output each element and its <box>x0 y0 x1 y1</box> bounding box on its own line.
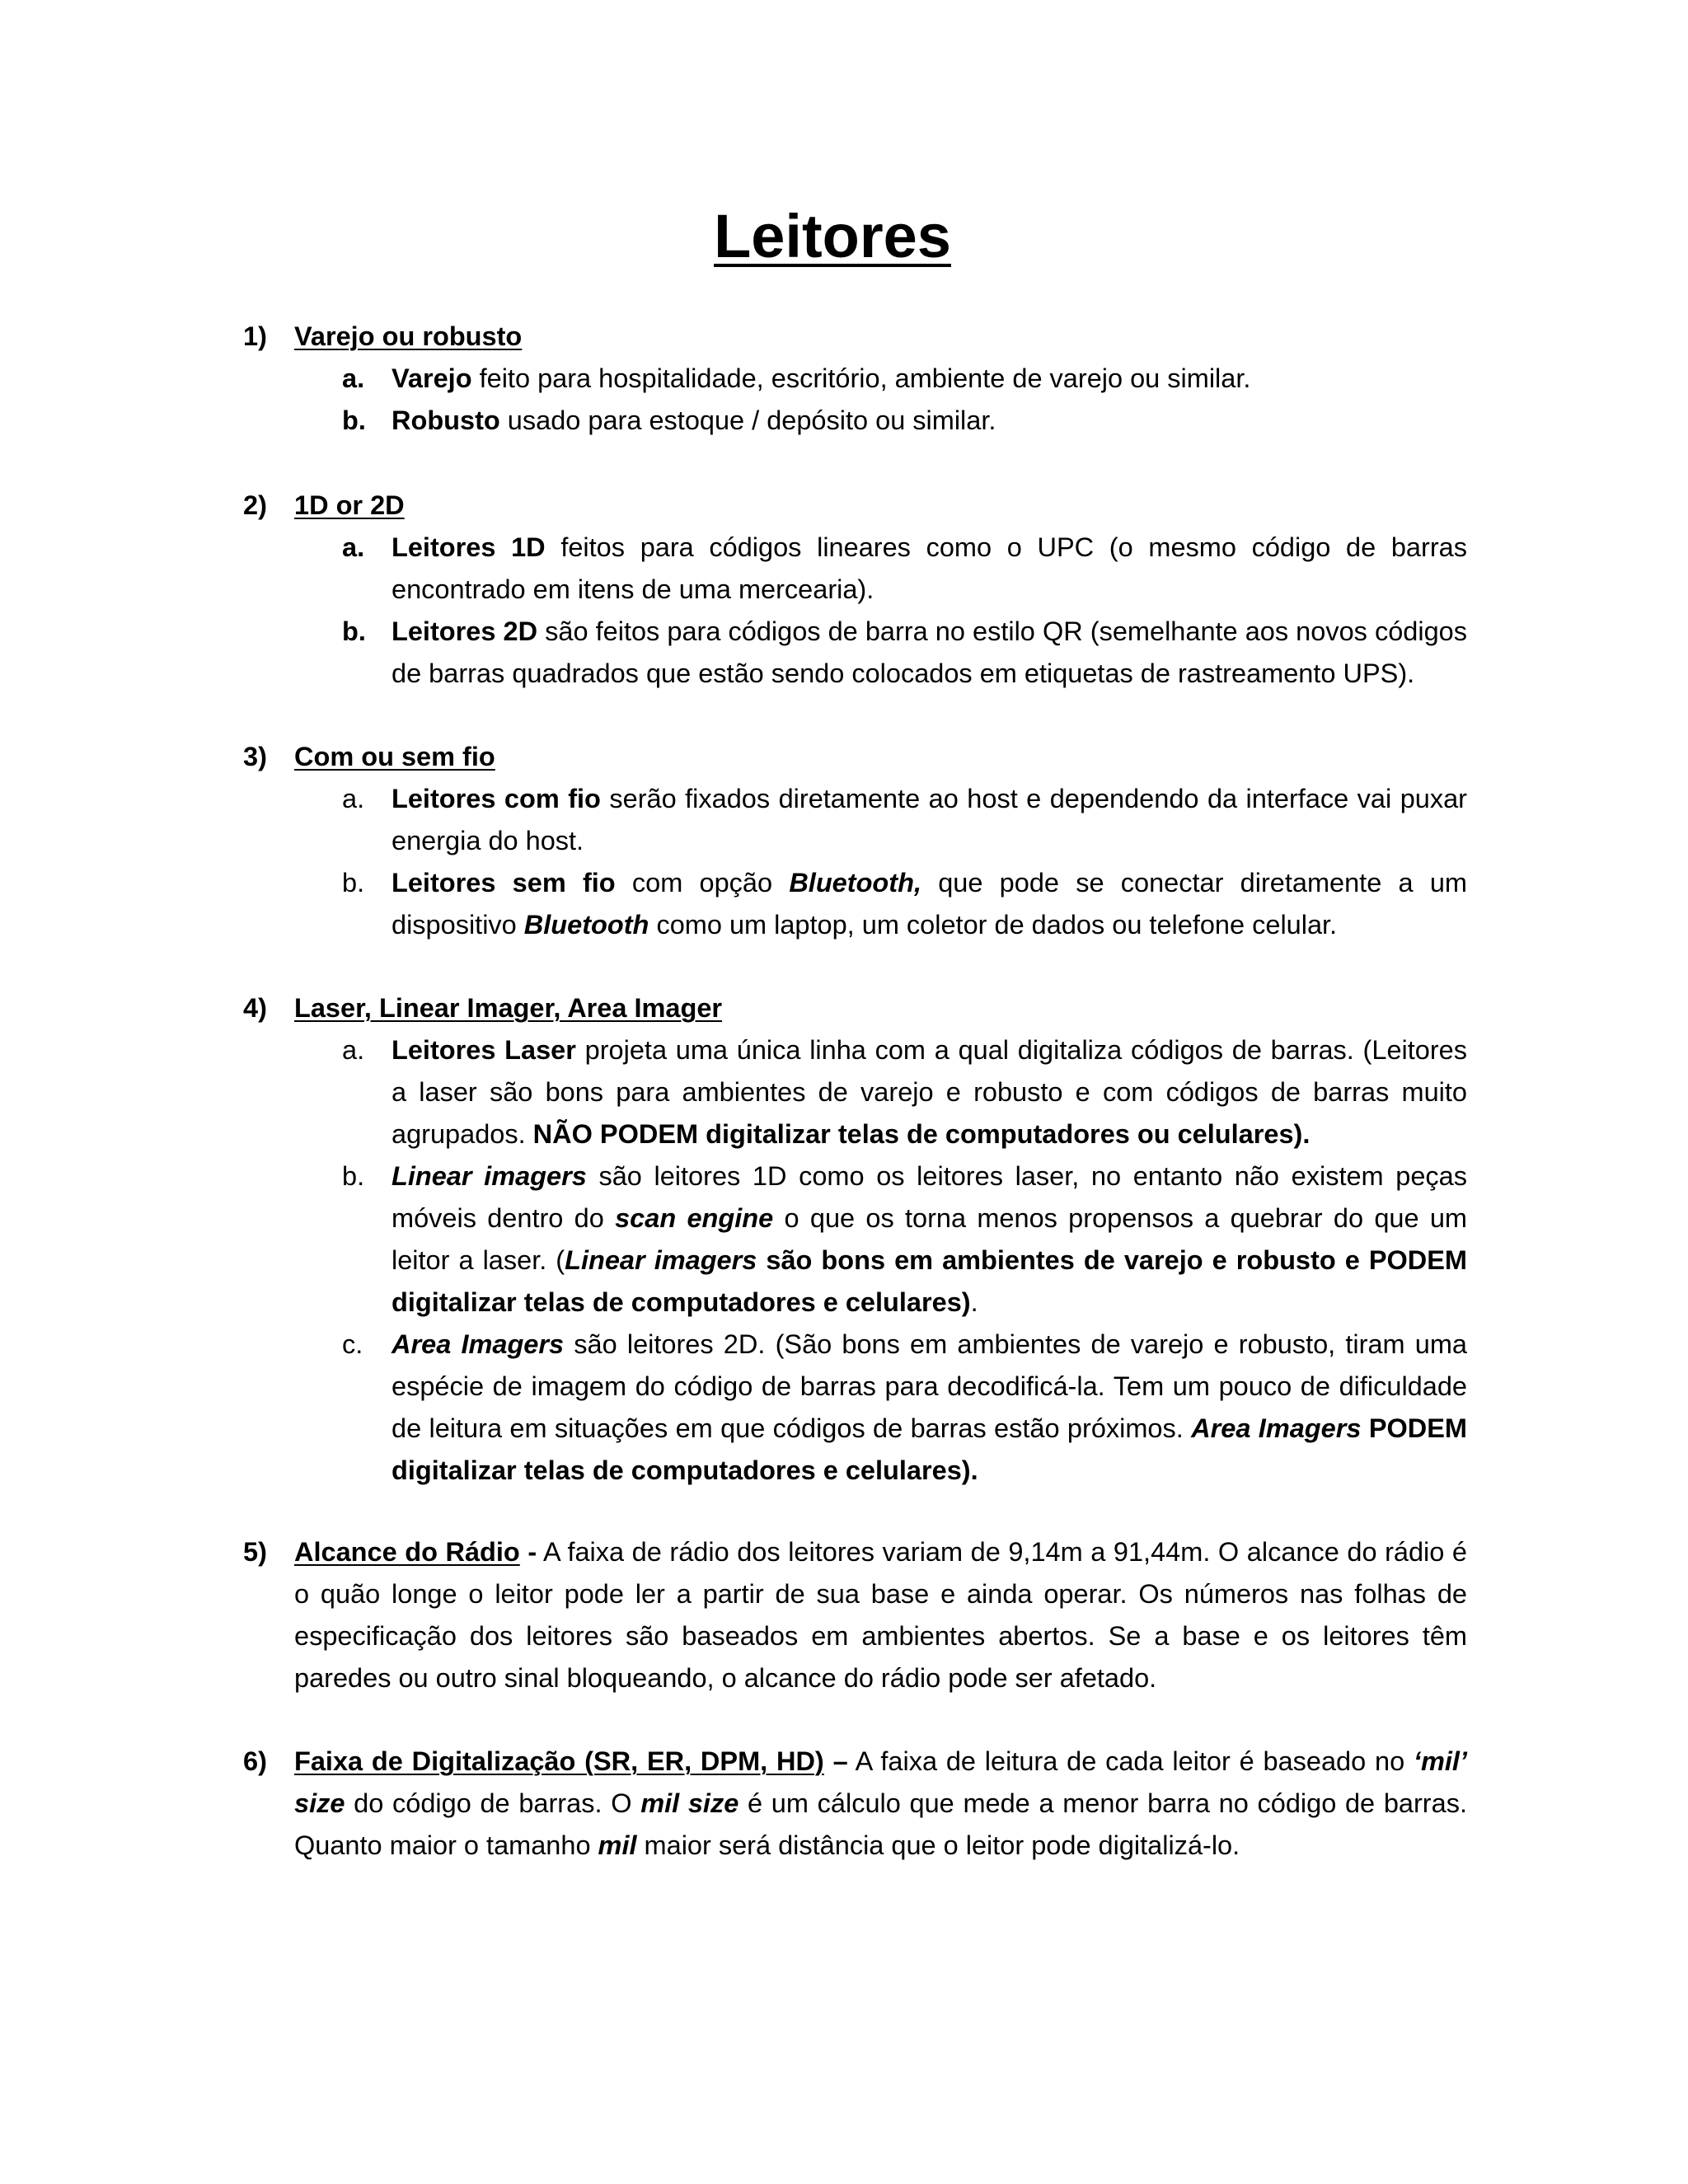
item-text: o que os torna menos propensos a quebrar do que um leitor a laser. ( <box>392 1203 1468 1275</box>
section-title: Com ou sem fio <box>294 742 495 771</box>
section-heading <box>243 987 1467 1029</box>
item-text: projeta uma única linha com a qual digitaliza códigos de barras. (Leitores a laser são bons para ambientes de varejo e robusto e com códigos de barras muito agrupados. <box>392 1035 1467 1149</box>
item-text: feito para hospitalidade, escritório, ambiente de varejo ou similar. <box>471 363 1251 393</box>
section-paragraph <box>243 1741 1467 1867</box>
item-bold-text: são bons em ambientes de varejo e robusto e PODEM digitalizar telas de computadores e celulares) <box>392 1245 1467 1317</box>
list-item <box>243 862 1467 946</box>
item-text: que pode se conectar diretamente a um dispositivo <box>392 868 1467 940</box>
item-emphasis: scan engine <box>615 1203 774 1233</box>
list-item <box>243 358 1467 400</box>
section-text: do código de barras. O <box>345 1788 641 1818</box>
item-marker: b. <box>342 405 366 435</box>
section-number: 1) <box>243 321 267 351</box>
item-term: Leitores Laser <box>392 1035 576 1065</box>
item-text: . <box>970 1287 978 1317</box>
item-term: Leitores 1D <box>392 532 546 562</box>
list-item <box>243 778 1467 862</box>
item-text: usado para estoque / depósito ou similar. <box>499 405 996 435</box>
item-text: são leitores 2D. (São bons em ambientes de varejo e robusto, tiram uma espécie de imagem do código de barras para decodificá-la. Tem um pouco de dificuldade de leitura em situações em que códigos de barras estão próximos. <box>392 1329 1468 1443</box>
section-separator: – <box>823 1746 848 1776</box>
list-item <box>243 1029 1467 1155</box>
section-text: é um cálculo que mede a menor barra no código de barras. Quanto maior o tamanho <box>294 1788 1467 1860</box>
item-term: Robusto <box>392 405 500 435</box>
section-faixa-de-digitalizacao <box>243 1741 1467 1867</box>
item-marker: b. <box>342 616 366 646</box>
section-title: 1D or 2D <box>294 490 405 520</box>
item-marker: a. <box>342 532 365 562</box>
section-heading <box>243 736 1467 778</box>
section-emphasis: mil size <box>640 1788 739 1818</box>
section-heading <box>243 316 1467 358</box>
item-bold-text: NÃO PODEM digitalizar telas de computadores ou celulares). <box>532 1119 1311 1149</box>
item-marker: b. <box>342 1161 365 1191</box>
item-emphasis: Linear imagers <box>565 1245 757 1275</box>
section-items <box>243 527 1467 695</box>
item-marker: b. <box>342 868 365 898</box>
item-emphasis: Area Imagers <box>1191 1413 1362 1443</box>
section-number: 2) <box>243 490 267 520</box>
item-term: Varejo <box>392 363 472 393</box>
item-text: são feitos para códigos de barra no estilo QR (semelhante aos novos códigos de barras quadrados que estão sendo colocados em etiquetas de rastreamento UPS). <box>392 616 1467 688</box>
item-marker: a. <box>342 363 365 393</box>
list-item <box>243 1155 1467 1324</box>
section-com-ou-sem-fio <box>243 736 1467 946</box>
item-emphasis: Area Imagers <box>392 1329 565 1359</box>
section-number: 4) <box>243 993 267 1023</box>
section-items <box>243 358 1467 442</box>
section-title: Alcance do Rádio <box>294 1537 520 1567</box>
item-marker: c. <box>342 1329 363 1359</box>
item-marker: a. <box>342 784 365 813</box>
section-laser-imagers <box>243 987 1467 1492</box>
item-text: são leitores 1D como os leitores laser, no entanto não existem peças móveis dentro do <box>392 1161 1467 1233</box>
section-heading <box>243 485 1467 527</box>
section-items <box>243 778 1467 946</box>
section-title: Laser, Linear Imager, Area Imager <box>294 993 723 1023</box>
item-emphasis: Bluetooth <box>523 910 649 940</box>
item-term: Leitores sem fio <box>392 868 616 898</box>
section-number: 3) <box>243 742 267 771</box>
item-term: Leitores 2D <box>392 616 538 646</box>
list-item <box>243 611 1467 695</box>
item-text: com opção <box>615 868 790 898</box>
section-separator: - <box>519 1537 537 1567</box>
item-text: feitos para códigos lineares como o UPC (o mesmo código de barras encontrado em itens de uma mercearia). <box>392 532 1467 604</box>
section-items <box>243 1029 1467 1492</box>
section-1d-or-2d <box>243 485 1467 695</box>
item-bold-text: PODEM digitalizar telas de computadores e celulares). <box>392 1413 1467 1485</box>
section-title: Faixa de Digitalização (SR, ER, DPM, HD) <box>294 1746 824 1776</box>
section-number: 6) <box>243 1746 267 1776</box>
item-term: Leitores com fio <box>392 784 601 813</box>
section-emphasis: ‘mil’ size <box>294 1746 1467 1818</box>
section-number: 5) <box>243 1537 267 1567</box>
item-text: como um laptop, um coletor de dados ou telefone celular. <box>649 910 1338 940</box>
section-alcance-do-radio <box>243 1531 1467 1699</box>
item-emphasis: Linear imagers <box>392 1161 587 1191</box>
section-varejo-ou-robusto <box>243 316 1467 442</box>
list-item <box>243 400 1467 442</box>
list-item <box>243 1324 1467 1492</box>
item-text: serão fixados diretamente ao host e dependendo da interface vai puxar energia do host. <box>392 784 1467 855</box>
page-title: Leitores <box>714 202 951 270</box>
section-title: Varejo ou robusto <box>294 321 523 351</box>
section-paragraph <box>243 1531 1467 1699</box>
item-emphasis: Bluetooth, <box>789 868 921 898</box>
list-item <box>243 527 1467 611</box>
section-text: maior será distância que o leitor pode digitalizá-lo. <box>636 1830 1240 1860</box>
item-marker: a. <box>342 1035 365 1065</box>
section-emphasis: mil <box>598 1830 637 1860</box>
section-text: A faixa de rádio dos leitores variam de 9,14m a 91,44m. O alcance do rádio é o quão longe o leitor pode ler a partir de sua base e ainda operar. Os números nas folhas de especificação dos leitores são baseados em ambientes abertos. Se a base e os leitores têm paredes ou outro sinal bloqueando, o alcance do rádio pode ser afetado. <box>294 1537 1468 1693</box>
section-text: A faixa de leitura de cada leitor é baseado no <box>847 1746 1414 1776</box>
